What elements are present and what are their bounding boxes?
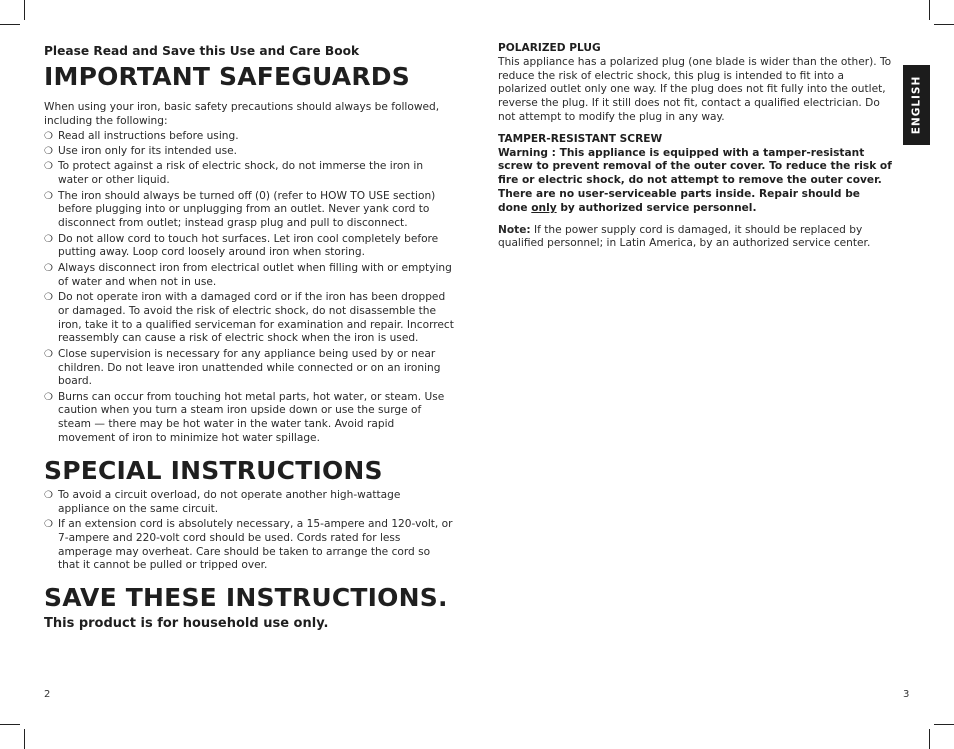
safeguards-list	[44, 130, 454, 446]
bullet-icon: ❍	[44, 489, 53, 501]
bullet-icon: ❍	[44, 161, 53, 173]
bullet-icon: ❍	[44, 233, 53, 245]
note-label: Note:	[498, 223, 531, 236]
crop-mark	[934, 24, 954, 25]
bullet-icon: ❍	[44, 391, 53, 403]
bullet-icon: ❍	[44, 519, 53, 531]
list-item-text: Close supervision is necessary for any appliance being used by or near children. Do not leave iron unattended while connected or on an ironing board.	[58, 347, 441, 388]
list-item	[44, 348, 454, 389]
list-item	[44, 145, 454, 159]
list-item	[44, 190, 454, 231]
save-instructions-heading: SAVE THESE INSTRUCTIONS.	[44, 583, 448, 613]
list-item-text: Burns can occur from touching hot metal parts, hot water, or steam. Use caution when you turn a steam iron upside down or use the surge of steam — there may be hot water in the water tank. Avoid rapid movement of iron to minimize hot water spillage.	[58, 390, 445, 445]
bullet-icon: ❍	[44, 262, 53, 274]
crop-mark	[929, 0, 930, 20]
kicker-text: Please Read and Save this Use and Care Book	[44, 44, 360, 58]
tamper-warning-post: by authorized service personnel.	[556, 201, 757, 214]
language-tab-label: ENGLISH	[910, 75, 923, 135]
crop-mark	[934, 724, 954, 725]
list-item-text: Do not operate iron with a damaged cord or if the iron has been dropped or damaged. To avoid the risk of electric shock, do not disassemble the iron, take it to a qualified serviceman for examination and repair. Incorrect reassembly can cause a risk of electric shock when the iron is used.	[58, 290, 454, 345]
list-item	[44, 291, 454, 346]
crop-mark	[0, 724, 20, 725]
list-item-text: Always disconnect iron from electrical outlet when filling with or emptying of water and when not in use.	[58, 261, 452, 288]
list-item-text: To protect against a risk of electric shock, do not immerse the iron in water or other liquid.	[58, 160, 424, 187]
special-instructions-heading: SPECIAL INSTRUCTIONS	[44, 455, 383, 485]
right-page	[498, 42, 893, 259]
tamper-screw-heading: TAMPER-RESISTANT SCREW	[498, 132, 663, 145]
crop-mark	[24, 729, 25, 749]
list-item	[44, 262, 454, 290]
crop-mark	[0, 24, 20, 25]
list-item	[44, 518, 454, 573]
language-tab	[903, 65, 930, 145]
page-number-left: 2	[44, 689, 51, 700]
power-cord-note	[498, 224, 893, 252]
tamper-warning-text	[498, 147, 893, 216]
list-item	[44, 489, 454, 517]
list-item	[44, 391, 454, 446]
list-item-text: Read all instructions before using.	[58, 129, 239, 142]
list-item-text: If an extension cord is absolutely necessary, a 15-ampere and 120-volt, or 7-ampere and 220-volt cord should be used. Cords rated for less amperage may overheat. Care should be taken to arrange the cord so that it cannot be pulled or tripped over.	[58, 518, 453, 572]
bullet-icon: ❍	[44, 145, 53, 157]
crop-mark	[24, 0, 25, 20]
special-instructions-list	[44, 489, 454, 573]
bullet-icon: ❍	[44, 190, 53, 202]
bullet-icon: ❍	[44, 130, 53, 142]
list-item-text: The iron should always be turned off (0) (refer to HOW TO USE section) before plugging into or unplugging from an outlet. Never yank cord to disconnect from outlet; instead grasp plug and pull to disconnect.	[58, 189, 436, 230]
important-safeguards-heading: IMPORTANT SAFEGUARDS	[44, 62, 410, 91]
household-note: This product is for household use only.	[44, 616, 329, 632]
list-item-text: Do not allow cord to touch hot surfaces. Let iron cool completely before putting away. Loop cord loosely around iron when storing.	[58, 232, 439, 259]
list-item	[44, 233, 454, 261]
polarized-plug-heading: POLARIZED PLUG	[498, 42, 601, 54]
intro-text: When using your iron, basic safety precautions should always be followed, including the following:	[44, 101, 440, 127]
page-number-right: 3	[903, 689, 910, 700]
list-item	[44, 160, 454, 188]
note-text: If the power supply cord is damaged, it should be replaced by qualified personnel; in Latin America, by an authorized service center.	[498, 223, 871, 250]
bullet-icon: ❍	[44, 348, 53, 360]
polarized-plug-text: This appliance has a polarized plug (one blade is wider than the other). To reduce the risk of electric shock, this plug is intended to fit into a polarized outlet only one way. If the plug does not fit fully into the outlet, reverse the plug. If it still does not fit, contact a qualified electrician. Do not attempt to modify the plug in any way.	[498, 55, 892, 123]
tamper-warning-pre: Warning : This appliance is equipped with a tamper-resistant screw to prevent removal of the outer cover. To reduce the risk of fire or electric shock, do not attempt to remove the outer cover. There are no user-serviceable parts inside. Repair should be done	[498, 146, 892, 214]
tamper-warning-only: only	[531, 201, 557, 214]
left-page	[44, 42, 454, 631]
list-item-text: Use iron only for its intended use.	[58, 144, 237, 157]
bullet-icon: ❍	[44, 291, 53, 303]
list-item-text: To avoid a circuit overload, do not operate another high-wattage appliance on the same circuit.	[58, 488, 401, 515]
list-item	[44, 130, 454, 144]
crop-mark	[929, 729, 930, 749]
